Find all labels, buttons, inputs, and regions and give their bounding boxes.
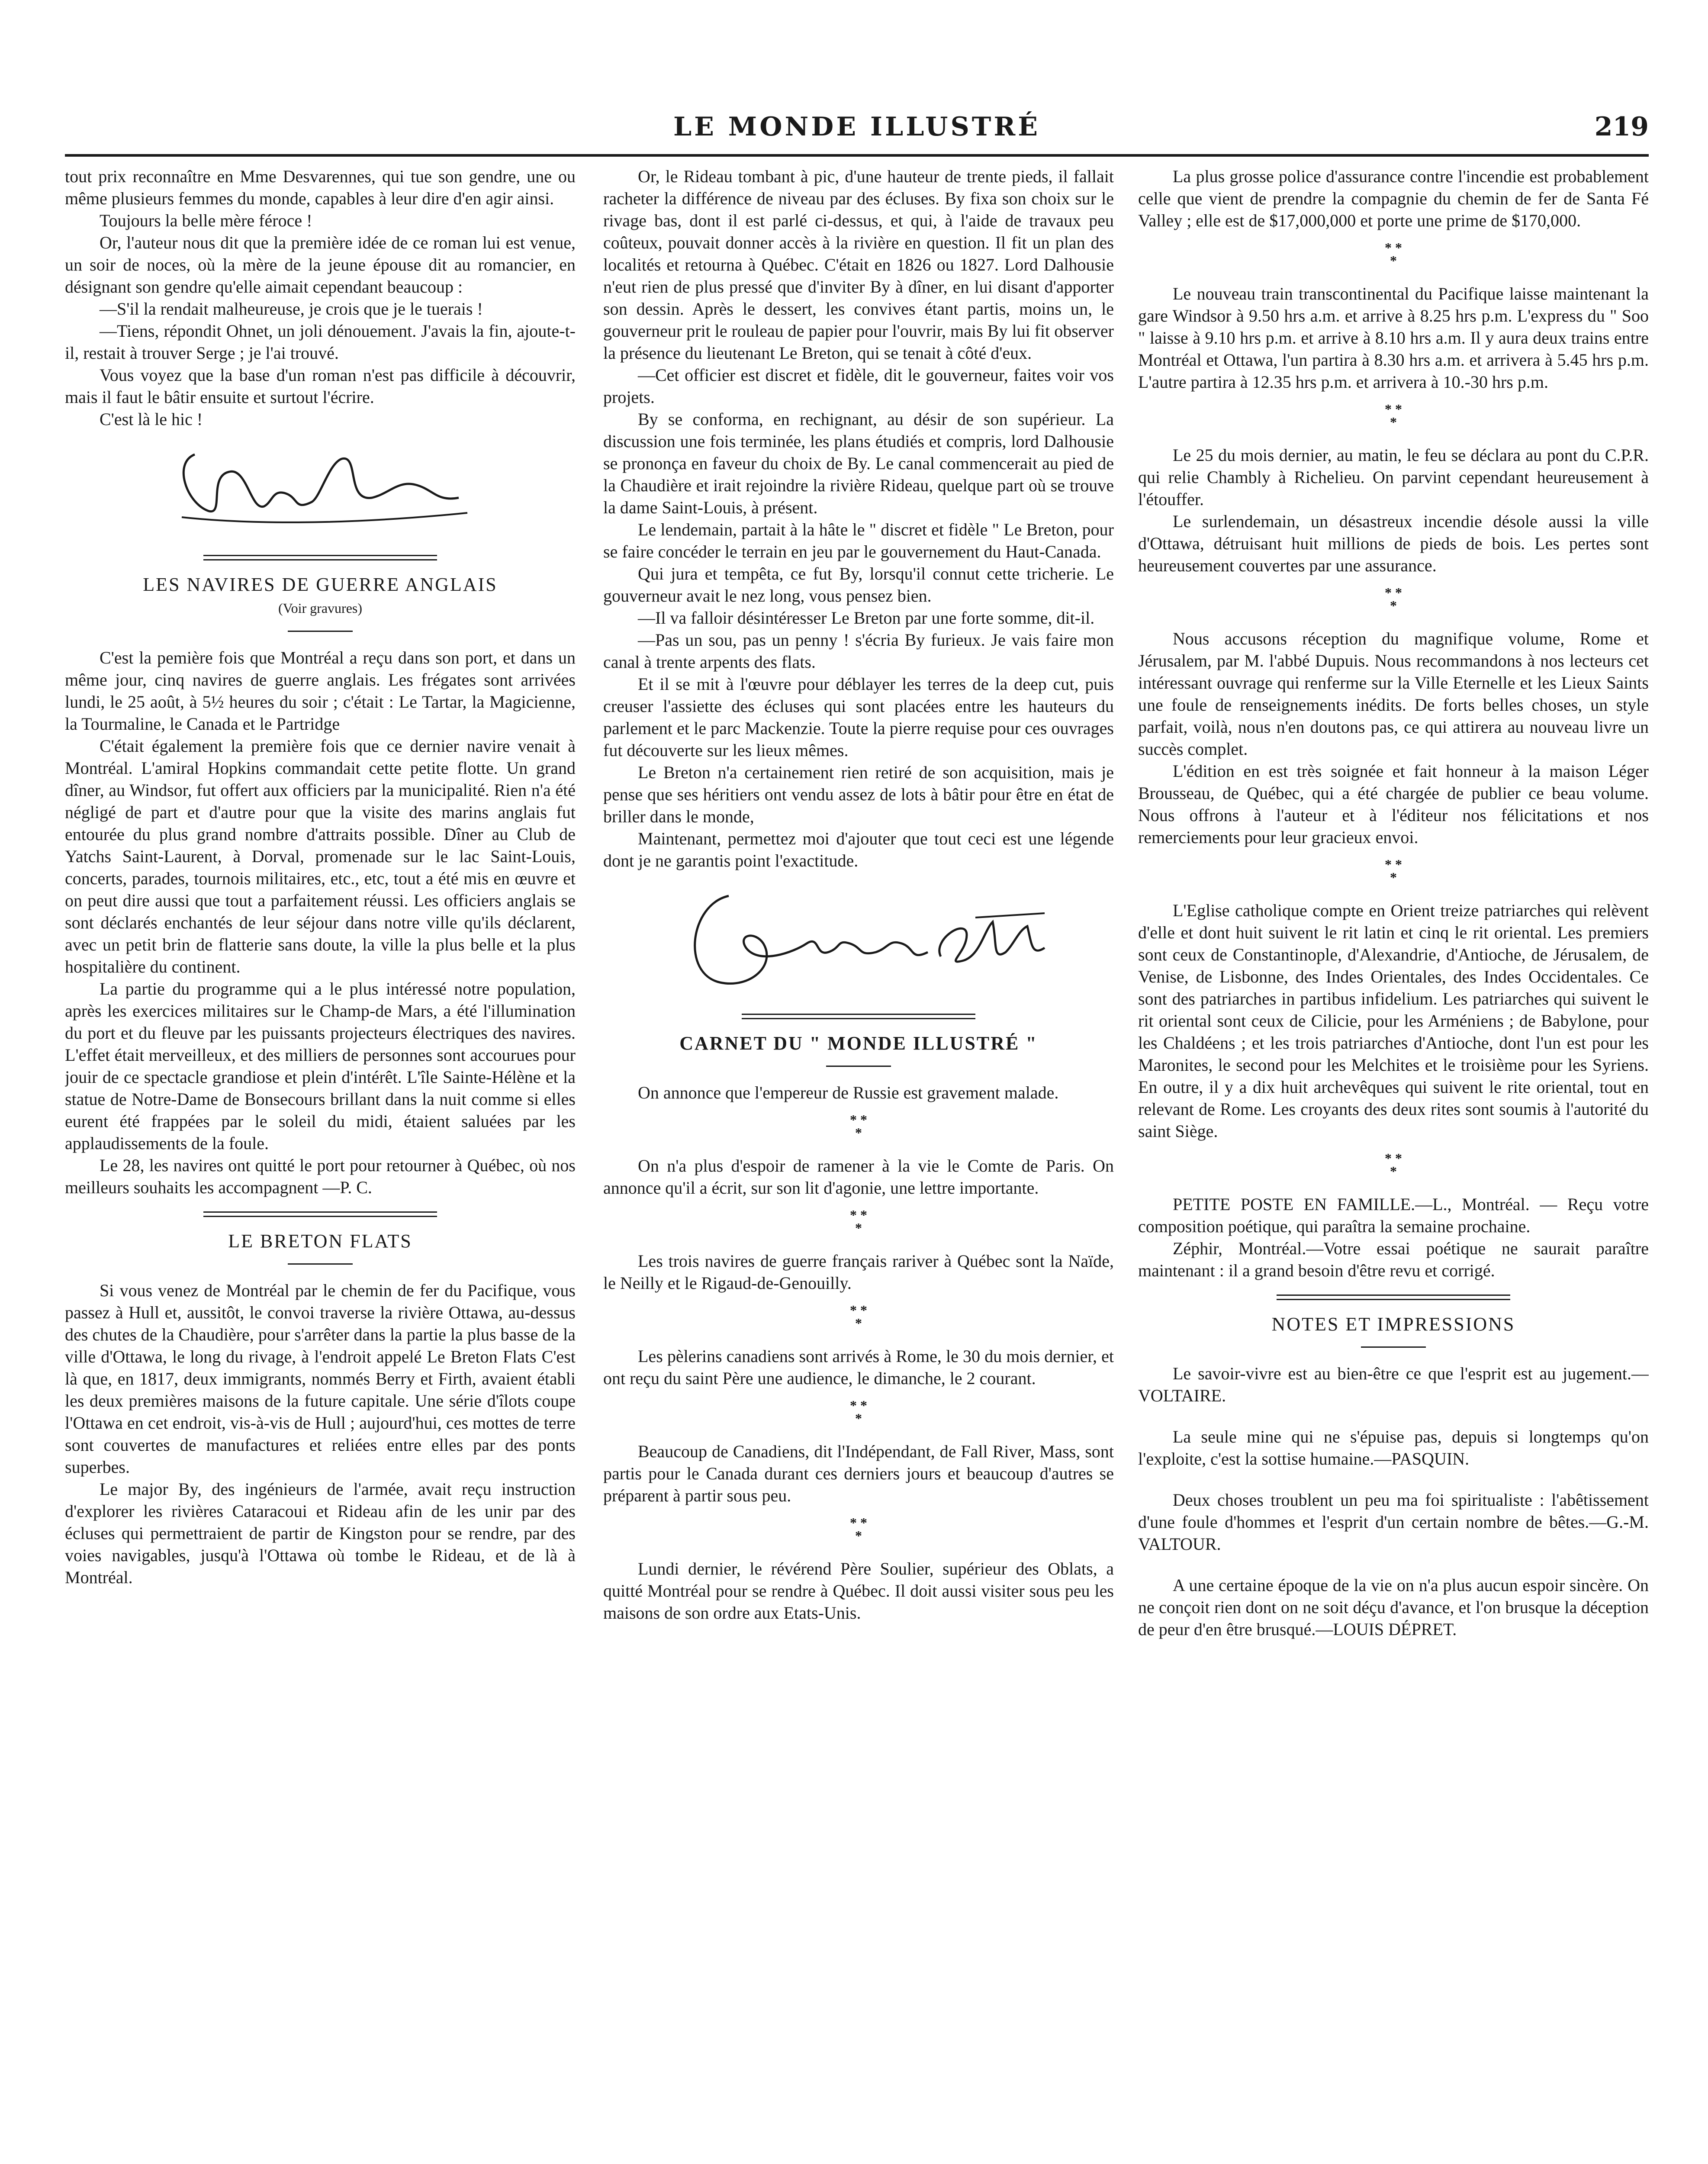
asterism: * * * [1385, 240, 1402, 268]
paragraph: PETITE POSTE EN FAMILLE.—L., Montréal. — Reçu votre composition poétique, qui paraîtra la semaine prochaine. [1138, 1195, 1649, 1236]
paragraph: Beaucoup de Canadiens, dit l'Indépendant, de Fall River, Mass, sont partis pour le Canada durant ces derniers jours et beaucoup d'autres se préparent à partir sous peu. [603, 1442, 1114, 1505]
short-rule [826, 1066, 891, 1067]
asterism: * * * [1385, 857, 1402, 885]
section-divider [65, 555, 576, 560]
paragraph: Et il se mit à l'œuvre pour déblayer les terres de la deep cut, puis creuser l'assiette des écluses qui sont placées entre les hauteurs du parlement et le parc Mackenzie. Toute la pierre requise pour ces ouvrages fut découverte sur les lieux mêmes. [603, 674, 1114, 760]
column-2 [603, 165, 1114, 2164]
paragraph: —S'il la rendait malheureuse, je crois que je le tuerais ! [100, 299, 483, 319]
paragraph: —Cet officier est discret et fidèle, dit le gouverneur, faites voir vos projets. [603, 365, 1114, 407]
page-header [65, 112, 1649, 151]
column-1 [65, 165, 576, 2164]
section-title: LE BRETON FLATS [228, 1230, 412, 1252]
section-title: CARNET DU " MONDE ILLUSTRÉ " [679, 1033, 1038, 1054]
paragraph: C'était également la première fois que ce dernier navire venait à Montréal. L'amiral Hopkins commandait cette petite flotte. Un grand dîner, au Windsor, fut offert aux officiers par la municipalité. Rien n'a été négligé de part et d'autre pour que la visite des marins anglais fut entourée du plus grand nombre d'attraits possible. Dîner au Club de Yatchs Saint-Laurent, à Dorval, promenade sur le lac Saint-Louis, concerts, parades, tournois militaires, etc., etc, tout a été mis en œuvre et on peut dire aussi que tout a parfaitement réussi. Les officiers anglais se sont déclarés enchantés de leur séjour dans notre ville qu'ils déclarent, avec un petit brin de flatterie sans doute, la ville la plus belle et la plus hospitalière du continent. [65, 736, 576, 976]
paragraph: Le 25 du mois dernier, au matin, le feu se déclara au pont du C.P.R. qui relie Chambly à Richelieu. On parvint cependant heureusement à l'étouffer. [1138, 445, 1649, 509]
paragraph: Le surlendemain, un désastreux incendie désole aussi la ville d'Ottawa, détruisant huit millions de pieds de bois. Les pertes sont heureusement couvertes par une assurance. [1138, 512, 1649, 575]
paragraph: A une certaine époque de la vie on n'a plus aucun espoir sincère. On ne conçoit rien dont on ne soit déçu d'avance, et l'on brusque la déception de peur d'en être brusqué.—LOUIS DÉPRET. [1138, 1575, 1649, 1639]
paragraph: Les trois navires de guerre français rariver à Québec sont la Naïde, le Neilly et le Rigaud-de-Genouilly. [603, 1251, 1114, 1293]
section-title: LES NAVIRES DE GUERRE ANGLAIS [143, 574, 498, 595]
header-rule [65, 154, 1649, 157]
signature-sulte [603, 879, 1114, 1001]
asterism: * * * [1385, 585, 1402, 613]
paragraph: —Pas un sou, pas un penny ! s'écria By furieux. Je vais faire mon canal à trente arpents des flats. [603, 630, 1114, 672]
paragraph: On annonce que l'empereur de Russie est gravement malade. [638, 1083, 1059, 1102]
paragraph: La seule mine qui ne s'épuise pas, depuis si longtemps qu'on l'exploite, c'est la sottise humaine.—PASQUIN. [1138, 1427, 1649, 1468]
paragraph: Le Breton n'a certainement rien retiré de son acquisition, mais je pense que ses héritiers ont vendu assez de lots à bâtir pour être en état de briller dans le monde, [603, 763, 1114, 826]
paragraph: Le 28, les navires ont quitté le port pour retourner à Québec, où nos meilleurs souhaits les accompagnent —P. C. [65, 1156, 576, 1197]
paragraph: On n'a plus d'espoir de ramener à la vie le Comte de Paris. On annonce qu'il a écrit, sur son lit d'agonie, une lettre importante. [603, 1156, 1114, 1198]
paragraph: By se conforma, en rechignant, au désir de son supérieur. La discussion une fois terminée, les plans étudiés et compris, lord Dalhousie se prononça en faveur du choix de By. Le canal commencerait au pied de la Chaudière et irait rejoindre la rivière Rideau, quelque part où se trouve la dame Saint-Louis, à présent. [603, 409, 1114, 517]
asterism: * * * [850, 1112, 867, 1140]
handwritten-signature [156, 437, 485, 537]
section-divider [65, 1211, 576, 1217]
paragraph: Lundi dernier, le révérend Père Soulier, supérieur des Oblats, a quitté Montréal pour se rendre à Québec. Il doit aussi visiter sous peu les maisons de son ordre aux Etats-Unis. [603, 1559, 1114, 1623]
section-subtitle: (Voir gravures) [278, 600, 362, 616]
paragraph: Qui jura et tempêta, ce fut By, lorsqu'il connut cette tricherie. Le gouverneur avait le nez long, vous pensez bien. [603, 564, 1114, 605]
section-divider [603, 1014, 1114, 1019]
paragraph: tout prix reconnaître en Mme Desvarennes, qui tue son gendre, une ou même plusieurs femmes du monde, capables à leur dire d'en agir ainsi. [65, 167, 576, 208]
section-title: NOTES ET IMPRESSIONS [1271, 1314, 1515, 1335]
paragraph: —Tiens, répondit Ohnet, un joli dénouement. J'avais la fin, ajoute-t-il, restait à trouver Serge ; je l'ai trouvé. [65, 321, 576, 363]
paragraph: Le lendemain, partait à la hâte le " discret et fidèle " Le Breton, pour se faire concéder le terrain en jeu par le gouvernement du Haut-Canada. [603, 520, 1114, 561]
short-rule [288, 1263, 353, 1265]
asterism: * * * [850, 1515, 867, 1543]
paragraph: Si vous venez de Montréal par le chemin de fer du Pacifique, vous passez à Hull et, aussitôt, le convoi traverse la rivière Ottawa, au-dessus des chutes de la Chaudière, pour s'arrêter dans la partie la plus basse de la ville d'Ottawa, le long du rivage, à l'endroit appelé Le Breton Flats C'est là que, en 1817, deux immigrants, nommés Berry et Firth, avaient établi les deux premières maisons de la future capitale. Une série d'îlots coupe l'Ottawa en cet endroit, vis-à-vis de Hull ; aujourd'hui, ces mottes de terre sont couvertes de manufactures et reliées entre elles par des ponts superbes. [65, 1281, 576, 1477]
paragraph: C'est là le hic ! [100, 409, 203, 429]
handwritten-signature [664, 879, 1053, 995]
paragraph: Vous voyez que la base d'un roman n'est pas difficile à découvrir, mais il faut le bâtir ensuite et surtout l'écrire. [65, 365, 576, 407]
paragraph: L'édition en est très soignée et fait honneur à la maison Léger Brousseau, de Québec, qui a été chargée de publier ce beau volume. Nous offrons à l'auteur et à l'éditeur nos félicitations et nos remerciements pour leur gracieux envoi. [1138, 761, 1649, 847]
paragraph: Les pèlerins canadiens sont arrivés à Rome, le 30 du mois dernier, et ont reçu du saint Père une audience, le dimanche, le 2 courant. [603, 1346, 1114, 1388]
paragraph: Deux choses troublent un peu ma foi spiritualiste : l'abêtissement d'une foule d'hommes et l'esprit d'un certain nombre de bêtes.—G.-M. VALTOUR. [1138, 1490, 1649, 1554]
short-rule [1361, 1346, 1426, 1348]
paragraph: L'Eglise catholique compte en Orient treize patriarches qui relèvent d'elle et dont huit suivent le rit latin et cinq le rit oriental. Les premiers sont ceux de Constantinople, d'Alexandrie, d'Antioche, de Jérusalem, de Venise, de Lisbonne, des Indes Orientales, des Indes Occidentales. Ce sont des patriarches in partibus infidelium. Les patriarches qui suivent le rit oriental sont ceux de Cilicie, pour les Arméniens ; de Babylone, pour les Chaldéens ; et les trois patriarches d'Antioche, dont l'un est pour les Maronites, le second pour les Melchites et le troisième pour les Syriens. En outre, il y a dix huit archevêques qui suivent le rite oriental, tout en relevant de Rome. Les croyants des deux rites sont soumis à l'autorité du saint Siège. [1138, 901, 1649, 1141]
page-number: 219 [1594, 112, 1649, 142]
asterism: * * * [1385, 401, 1402, 430]
asterism: * * * [1385, 1150, 1402, 1179]
paragraph: Maintenant, permettez moi d'ajouter que tout ceci est une légende dont je ne garantis point l'exactitude. [603, 829, 1114, 870]
asterism: * * * [850, 1302, 867, 1331]
paragraph: —Il va falloir désintéresser Le Breton par une forte somme, dit-il. [638, 608, 1095, 628]
paragraph: Zéphir, Montréal.—Votre essai poétique ne saurait paraître maintenant : il a grand besoin d'être revu et corrigé. [1138, 1239, 1649, 1280]
paragraph: La plus grosse police d'assurance contre l'incendie est probablement celle que vient de prendre la compagnie du chemin de fer de Santa Fé Valley ; elle est de $17,000,000 et porte une prime de $170,000. [1138, 167, 1649, 230]
paragraph: Toujours la belle mère féroce ! [100, 211, 312, 230]
paragraph: Or, le Rideau tombant à pic, d'une hauteur de trente pieds, il fallait racheter la différence de niveau par des écluses. By fixa son choix sur le rivage bas, dont il est parlé ci-dessus, et qui, à l'aide de travaux peu coûteux, pouvait donner accès à la rivière en question. Il fit un plan des localités et retourna à Québec. C'était en 1826 ou 1827. Lord Dalhousie n'eut rien de plus pressé que d'inviter By à dîner, en lui disant d'apporter son dessin. Après le dessert, les convives étant partis, moins un, le gouverneur prit le rouleau de papier pour l'ouvrir, mais By lui fit observer la présence du lieutenant Le Breton, qui se tenait à côté d'eux. [603, 167, 1114, 363]
column-3 [1138, 165, 1649, 2164]
paragraph: Le major By, des ingénieurs de l'armée, avait reçu instruction d'explorer les rivières Cataracoui et Rideau afin de les unir par des écluses qui permettraient de partir de Kingston pour se rendre, par des voies navigables, jusqu'à l'Ottawa où tombe le Rideau, et de là à Montréal. [65, 1479, 576, 1587]
asterism: * * * [850, 1207, 867, 1236]
paragraph: C'est la pemière fois que Montréal a reçu dans son port, et dans un même jour, cinq navires de guerre anglais. Les frégates sont arrivées lundi, le 25 août, à 5½ heures du soir ; c'était : Le Tartar, la Magicienne, la Tourmaline, le Canada et le Partridge [65, 648, 576, 734]
paragraph: Nous accusons réception du magnifique volume, Rome et Jérusalem, par M. l'abbé Dupuis. Nous recommandons à nos lecteurs cet intéressant ouvrage qui renferme sur la Ville Eternelle et les Lieux Saints une foule de renseignements inédits. De forts belles choses, un style parfait, voilà, nous n'en doutons pas, ce qui attirera au nouveau livre un succès complet. [1138, 629, 1649, 759]
running-title: LE MONDE ILLUSTRÉ [673, 112, 1041, 142]
section-divider [1138, 1295, 1649, 1300]
paragraph: La partie du programme qui a le plus intéressé notre population, après les exercices militaires sur le Champ-de Mars, a été l'illumination du port et du fleuve par les puissants projecteurs électriques des navires. L'effet était merveilleux, et des milliers de personnes sont accourues pour jouir de ce spectacle grandiose et plein d'intérêt. L'île Sainte-Hélène et la statue de Notre-Dame de Bonsecours brillant dans la nuit comme si elles eurent été frappées par le soleil du midi, étaient saluées par les applaudissements de la foule. [65, 979, 576, 1153]
short-rule [288, 631, 353, 632]
paragraph: Le savoir-vivre est au bien-être ce que l'esprit est au jugement.—VOLTAIRE. [1138, 1364, 1649, 1405]
signature-ohnet [65, 437, 576, 542]
paragraph: Le nouveau train transcontinental du Pacifique laisse maintenant la gare Windsor à 9.50 hrs a.m. et arrive à 8.25 hrs p.m. L'express du " Soo " laisse à 9.10 hrs p.m. et arrive à 8.10 hrs a.m. Il y aura deux trains entre Montréal et Ottawa, l'un partira à 8.30 hrs a.m. et arrivera à 5.45 hrs p.m. L'autre partira à 12.35 hrs p.m. et arrivera à 10.-30 hrs p.m. [1138, 284, 1649, 392]
paragraph: Or, l'auteur nous dit que la première idée de ce roman lui est venue, un soir de noces, où la mère de la jeune épouse dit au romancier, en désignant son gendre qu'elle aimait cependant beaucoup : [65, 233, 576, 296]
asterism: * * * [850, 1398, 867, 1426]
